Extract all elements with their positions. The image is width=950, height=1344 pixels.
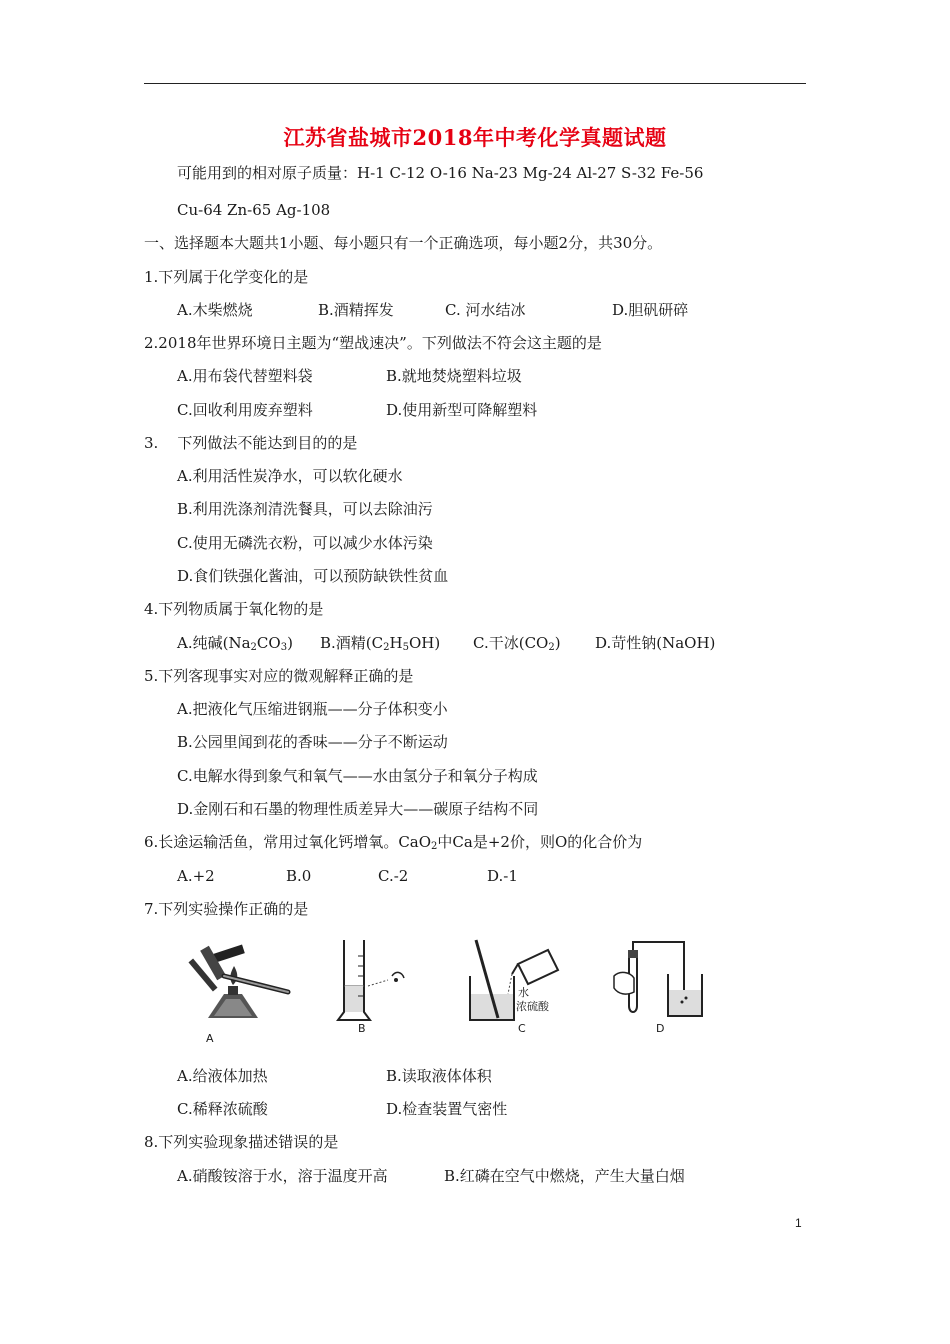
atomic-masses-line-1: 可能用到的相对原子质量：H-1 C-12 O-16 Na-23 Mg-24 Al-27 S-32 Fe-56 <box>177 164 704 182</box>
question-3-option-b: B.利用洗涤剂清洗餐具，可以去除油污 <box>177 500 433 518</box>
question-5-option-c: C.电解水得到象气和氧气——水由氢分子和氧分子构成 <box>177 767 538 785</box>
question-4-stem: 4.下列物质属于氧化物的是 <box>144 600 324 618</box>
figure-a-label: A <box>206 1032 214 1045</box>
question-1-option-d: D.胆矾研碎 <box>612 301 689 319</box>
question-4-option-b: B.酒精$(C_2H_5OH)$ <box>320 634 441 653</box>
figure-a-heating-liquid <box>188 936 298 1045</box>
figure-b-label: B <box>358 1022 366 1035</box>
question-3-option-c: C.使用无磷洗衣粉，可以减少水体污染 <box>177 534 433 552</box>
figure-c-water-label: 水 <box>518 986 529 999</box>
question-7-option-c: C.稀释浓硫酸 <box>177 1100 268 1118</box>
question-4-option-a: A.纯碱$(Na_2CO_3)$ <box>177 634 293 653</box>
question-8-option-b: B.红磷在空气中燃烧，产生大量白烟 <box>444 1167 685 1185</box>
question-7-option-a: A.给液体加热 <box>177 1067 268 1085</box>
question-5-option-d: D.金刚石和石墨的物理性质差异大——碳原子结构不同 <box>177 800 539 818</box>
question-2-option-d: D.使用新型可降解塑料 <box>386 401 538 419</box>
figure-c-diluting-acid <box>462 936 572 1035</box>
question-8-option-a: A.硝酸铵溶于水，溶于温度开高 <box>177 1167 388 1185</box>
question-5-option-b: B.公园里闻到花的香味——分子不断运动 <box>177 733 448 751</box>
question-6-option-c: C.-2 <box>378 867 409 885</box>
figure-d-drawing <box>610 936 710 1026</box>
question-4-option-c: C.干冰$(CO_2)$ <box>473 634 561 653</box>
question-1-stem: 1.下列属于化学变化的是 <box>144 268 309 286</box>
header-rule <box>144 83 806 84</box>
figure-c-acid-label: 浓硫酸 <box>516 1000 549 1013</box>
question-2-option-b: B.就地焚烧塑料垃圾 <box>386 367 522 385</box>
question-7-option-b: B.读取液体体积 <box>386 1067 492 1085</box>
question-7-stem: 7.下列实验操作正确的是 <box>144 900 309 918</box>
question-7-option-d: D.检查装置气密性 <box>386 1100 508 1118</box>
figure-d-label: D <box>656 1022 665 1035</box>
page-title: 江苏省盐城市2018年中考化学真题试题 <box>283 125 667 150</box>
atomic-masses-line-2: Cu-64 Zn-65 Ag-108 <box>177 201 331 219</box>
figure-b-reading-volume <box>330 936 420 1035</box>
question-6-option-a: A.+2 <box>177 867 215 885</box>
question-1-option-b: B.酒精挥发 <box>318 301 394 319</box>
question-6-option-d: D.-1 <box>487 867 518 885</box>
figure-a-drawing <box>188 936 298 1036</box>
question-4-option-d: D.苛性钠(NaOH) <box>595 634 716 652</box>
question-3-option-a: A.利用活性炭净水，可以软化硬水 <box>177 467 403 485</box>
question-8-stem: 8.下列实验现象描述错误的是 <box>144 1133 339 1151</box>
question-3-option-d: D.食们铁强化酱油，可以预防缺铁性贫血 <box>177 567 449 585</box>
page-number: 1 <box>795 1216 802 1230</box>
question-1-option-a: A.木柴燃烧 <box>177 301 253 319</box>
question-6-option-b: B.0 <box>286 867 312 885</box>
figure-b-drawing <box>330 936 420 1026</box>
question-2-option-c: C.回收利用废弃塑料 <box>177 401 313 419</box>
figure-d-airtightness <box>610 936 710 1035</box>
question-5-option-a: A.把液化气压缩进钢瓶——分子体积变小 <box>177 700 448 718</box>
question-3-stem: 3. 下列做法不能达到目的的是 <box>144 434 358 452</box>
question-2-stem: 2.2018年世界环境日主题为“塑战速决”。下列做法不符会这主题的是 <box>144 334 602 352</box>
figure-c-label: C <box>518 1022 526 1035</box>
section-heading: 一、选择题本大题共1小题、每小题只有一个正确选项，每小题2分，共30分。 <box>144 234 663 252</box>
question-6-stem: 6.长途运输活鱼，常用过氧化钙增氧。CaO$_2$中Ca是+2价，则O的化合价为 <box>144 833 643 852</box>
question-5-stem: 5.下列客现事实对应的微观解释正确的是 <box>144 667 414 685</box>
question-2-option-a: A.用布袋代替塑料袋 <box>177 367 313 385</box>
question-1-option-c: C. 河水结冰 <box>445 301 526 319</box>
